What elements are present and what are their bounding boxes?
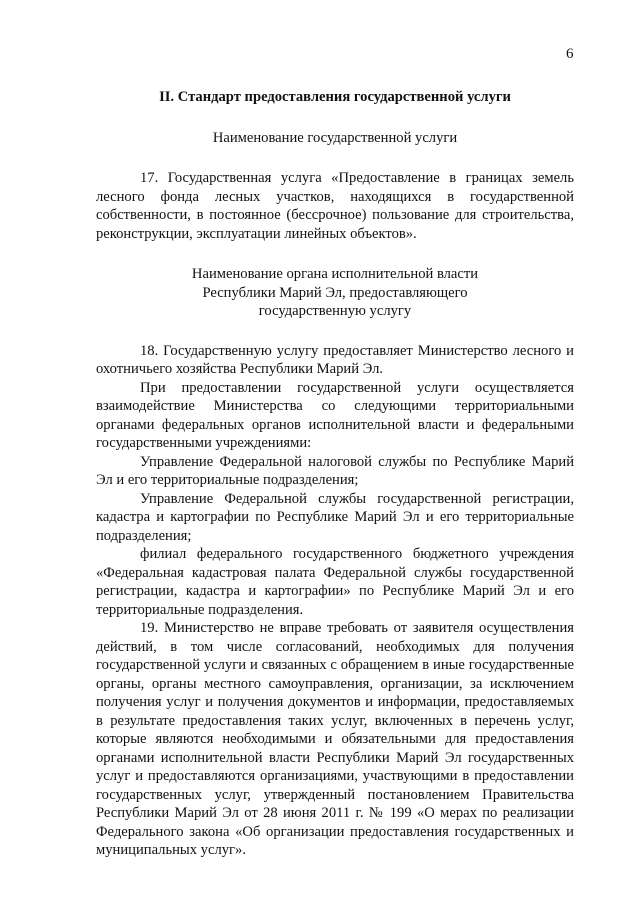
paragraph-interaction: При предоставлении государственной услуги осуществляется взаимодействие Министерства со следующими территориальными органами федеральных органов исполнительной власти и федеральными государственными учреждениями: (96, 379, 574, 451)
paragraph-cadastral-chamber: филиал федерального государственного бюджетного учреждения «Федеральная кадастровая палата Федеральной службы государственной регистрации, кадастра и картографии» по Республике Марий Эл и его территориальные подразделения. (96, 546, 574, 618)
authority-heading-line: Наименование органа исполнительной власти (191, 266, 479, 282)
paragraph-rosreestr: Управление Федеральной службы государственной регистрации, кадастра и картографии по Республике Марий Эл и его территориальные подразделения; (96, 490, 574, 544)
paragraph-tax-service: Управление Федеральной налоговой службы по Республике Марий Эл и его территориальные подразделения; (96, 453, 574, 488)
service-name-heading: Наименование государственной услуги (212, 129, 458, 146)
paragraph-18: 18. Государственную услугу предоставляет Министерство лесного и охотничьего хозяйства Республики Марий Эл. (96, 342, 574, 377)
document-body (96, 88, 574, 860)
authority-heading-line: государственную услугу (258, 303, 412, 319)
paragraph-19: 19. Министерство не вправе требовать от заявителя осуществления действий, в том числе согласований, необходимых для получения государственной услуги и связанных с обращением в иные государственные органы, органы местного самоуправления, организации, за исключением получения услуг и получения документов и информации, предоставляемых в результате предоставления таких услуг, включенных в перечень услуг, которые являются необходимыми и обязательными для предоставления органами исполнительной власти Республики Марий Эл государственных услуг и предоставляются организациями, участвующими в предоставлении государственных услуг, утвержденный постановлением Правительства Республики Марий Эл от 28 июня 2011 г. № 199 «О мерах по реализации Федерального закона «Об организации предоставления государственных и муниципальных услуг». (96, 620, 574, 858)
authority-heading-line: Республики Марий Эл, предоставляющего (202, 284, 468, 301)
section-title: II. Стандарт предоставления государственной услуги (159, 89, 511, 105)
authority-heading (96, 265, 574, 321)
page-number: 6 (566, 46, 574, 62)
paragraph-17: 17. Государственная услуга «Предоставление в границах земель лесного фонда лесных участков, находящихся в государственной собственности, в постоянное (бессрочное) пользование для строительства, реконструкции, эксплуатации линейных объектов». (96, 170, 574, 242)
